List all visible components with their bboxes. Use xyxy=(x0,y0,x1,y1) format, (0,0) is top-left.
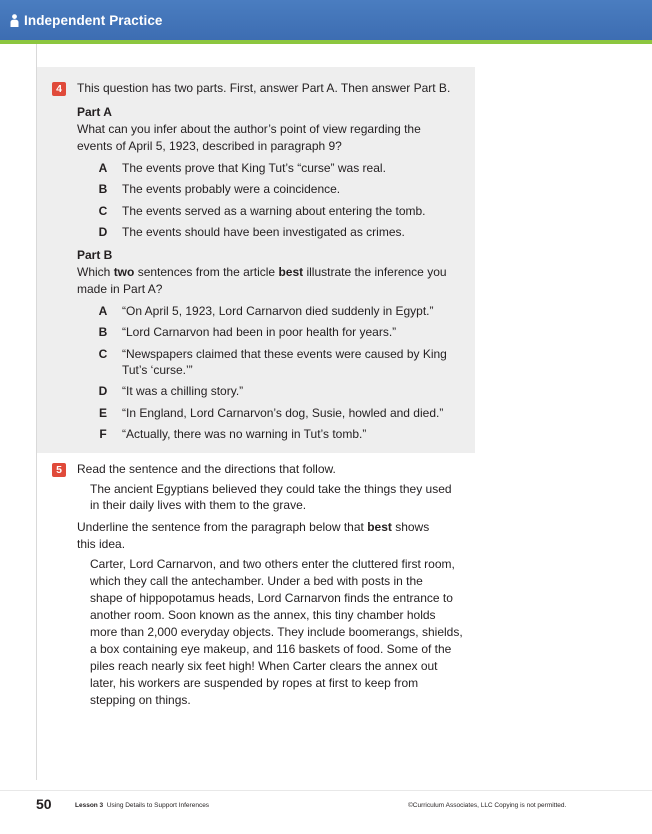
paragraph-sentence[interactable]: more than 2,000 everyday objects. They include boomerangs, shields, xyxy=(90,625,463,639)
part-b-prompt-line: made in Part A? xyxy=(77,282,163,296)
answer-choice[interactable]: “Newspapers claimed that these events were caused by King xyxy=(122,347,447,361)
header-stripe xyxy=(0,40,652,44)
lesson-label: Lesson 3 Using Details to Support Inferences xyxy=(75,802,210,809)
part-a-heading: Part A xyxy=(77,105,112,119)
section-title xyxy=(10,0,163,40)
answer-choice-letter: D xyxy=(98,225,108,239)
answer-choice-letter: C xyxy=(98,204,108,218)
directions-line: Underline the sentence from the paragraph below that best shows xyxy=(77,520,430,534)
answer-choice[interactable]: The events should have been investigated as crimes. xyxy=(122,225,405,239)
answer-choice[interactable]: The events served as a warning about entering the tomb. xyxy=(122,204,426,218)
answer-choice[interactable]: “In England, Lord Carnarvon’s dog, Susie, howled and died.” xyxy=(122,406,444,420)
answer-choice-letter: E xyxy=(98,406,107,420)
paragraph-sentence[interactable]: a box containing eye makeup, and 116 baskets of food. Some of the xyxy=(90,642,452,656)
section-title-text: Independent Practice xyxy=(24,12,163,28)
copyright-notice: ©Curriculum Associates, LLC Copying is not permitted. xyxy=(408,802,567,809)
answer-choice[interactable]: “Actually, there was no warning in Tut’s tomb.” xyxy=(122,427,367,441)
answer-choice-letter: D xyxy=(98,384,108,398)
target-sentence-line: The ancient Egyptians believed they could take the things they used xyxy=(90,482,452,496)
answer-choice[interactable]: “Lord Carnarvon had been in poor health for years.” xyxy=(122,325,397,339)
question-4-number: 4 xyxy=(52,82,66,96)
part-b-heading: Part B xyxy=(77,248,113,262)
answer-choice-letter: A xyxy=(98,161,108,175)
paragraph-sentence[interactable]: which they call the antechamber. Under a bed with posts in the xyxy=(90,574,423,588)
answer-choice[interactable]: The events probably were a coincidence. xyxy=(122,182,341,196)
answer-choice[interactable]: “On April 5, 1923, Lord Carnarvon died suddenly in Egypt.” xyxy=(122,304,434,318)
answer-choice-letter: B xyxy=(98,325,108,339)
answer-choice-letter: A xyxy=(98,304,108,318)
answer-choice[interactable]: “It was a chilling story.” xyxy=(122,384,244,398)
paragraph-sentence[interactable]: later, his workers are suspended by ropes at first to keep from xyxy=(90,676,419,690)
answer-choice-letter: C xyxy=(98,347,108,361)
question-4-intro: This question has two parts. First, answer Part A. Then answer Part B. xyxy=(77,81,451,95)
paragraph-sentence[interactable]: piles reach nearly six feet high! When Carter clears the annex out xyxy=(90,659,438,673)
part-a-prompt-line: What can you infer about the author’s point of view regarding the xyxy=(77,122,421,136)
target-sentence-line: in their daily lives with them to the grave. xyxy=(90,498,307,512)
person-icon xyxy=(10,14,19,27)
part-b-prompt-line: Which two sentences from the article best illustrate the inference you xyxy=(77,265,447,279)
answer-choice-letter: F xyxy=(99,427,107,441)
answer-choice[interactable]: The events prove that King Tut’s “curse” was real. xyxy=(122,161,386,175)
directions-line: this idea. xyxy=(77,537,126,551)
question-5-number: 5 xyxy=(52,463,66,477)
paragraph-sentence[interactable]: Carter, Lord Carnarvon, and two others enter the cluttered first room, xyxy=(90,557,455,571)
question-5-intro: Read the sentence and the directions that follow. xyxy=(77,462,336,476)
part-a-prompt-line: events of April 5, 1923, described in paragraph 9? xyxy=(77,139,342,153)
paragraph-sentence[interactable]: shape of hippopotamus heads, Lord Carnarvon finds the entrance to xyxy=(90,591,453,605)
paragraph-sentence[interactable]: stepping on things. xyxy=(90,693,191,707)
paragraph-sentence[interactable]: another room. Soon known as the annex, this tiny chamber holds xyxy=(90,608,436,622)
page-number: 50 xyxy=(36,796,52,812)
footer-rule xyxy=(0,790,652,791)
answer-choice-continued[interactable]: Tut’s ‘curse.’” xyxy=(122,363,193,377)
answer-choice-letter: B xyxy=(98,182,108,196)
